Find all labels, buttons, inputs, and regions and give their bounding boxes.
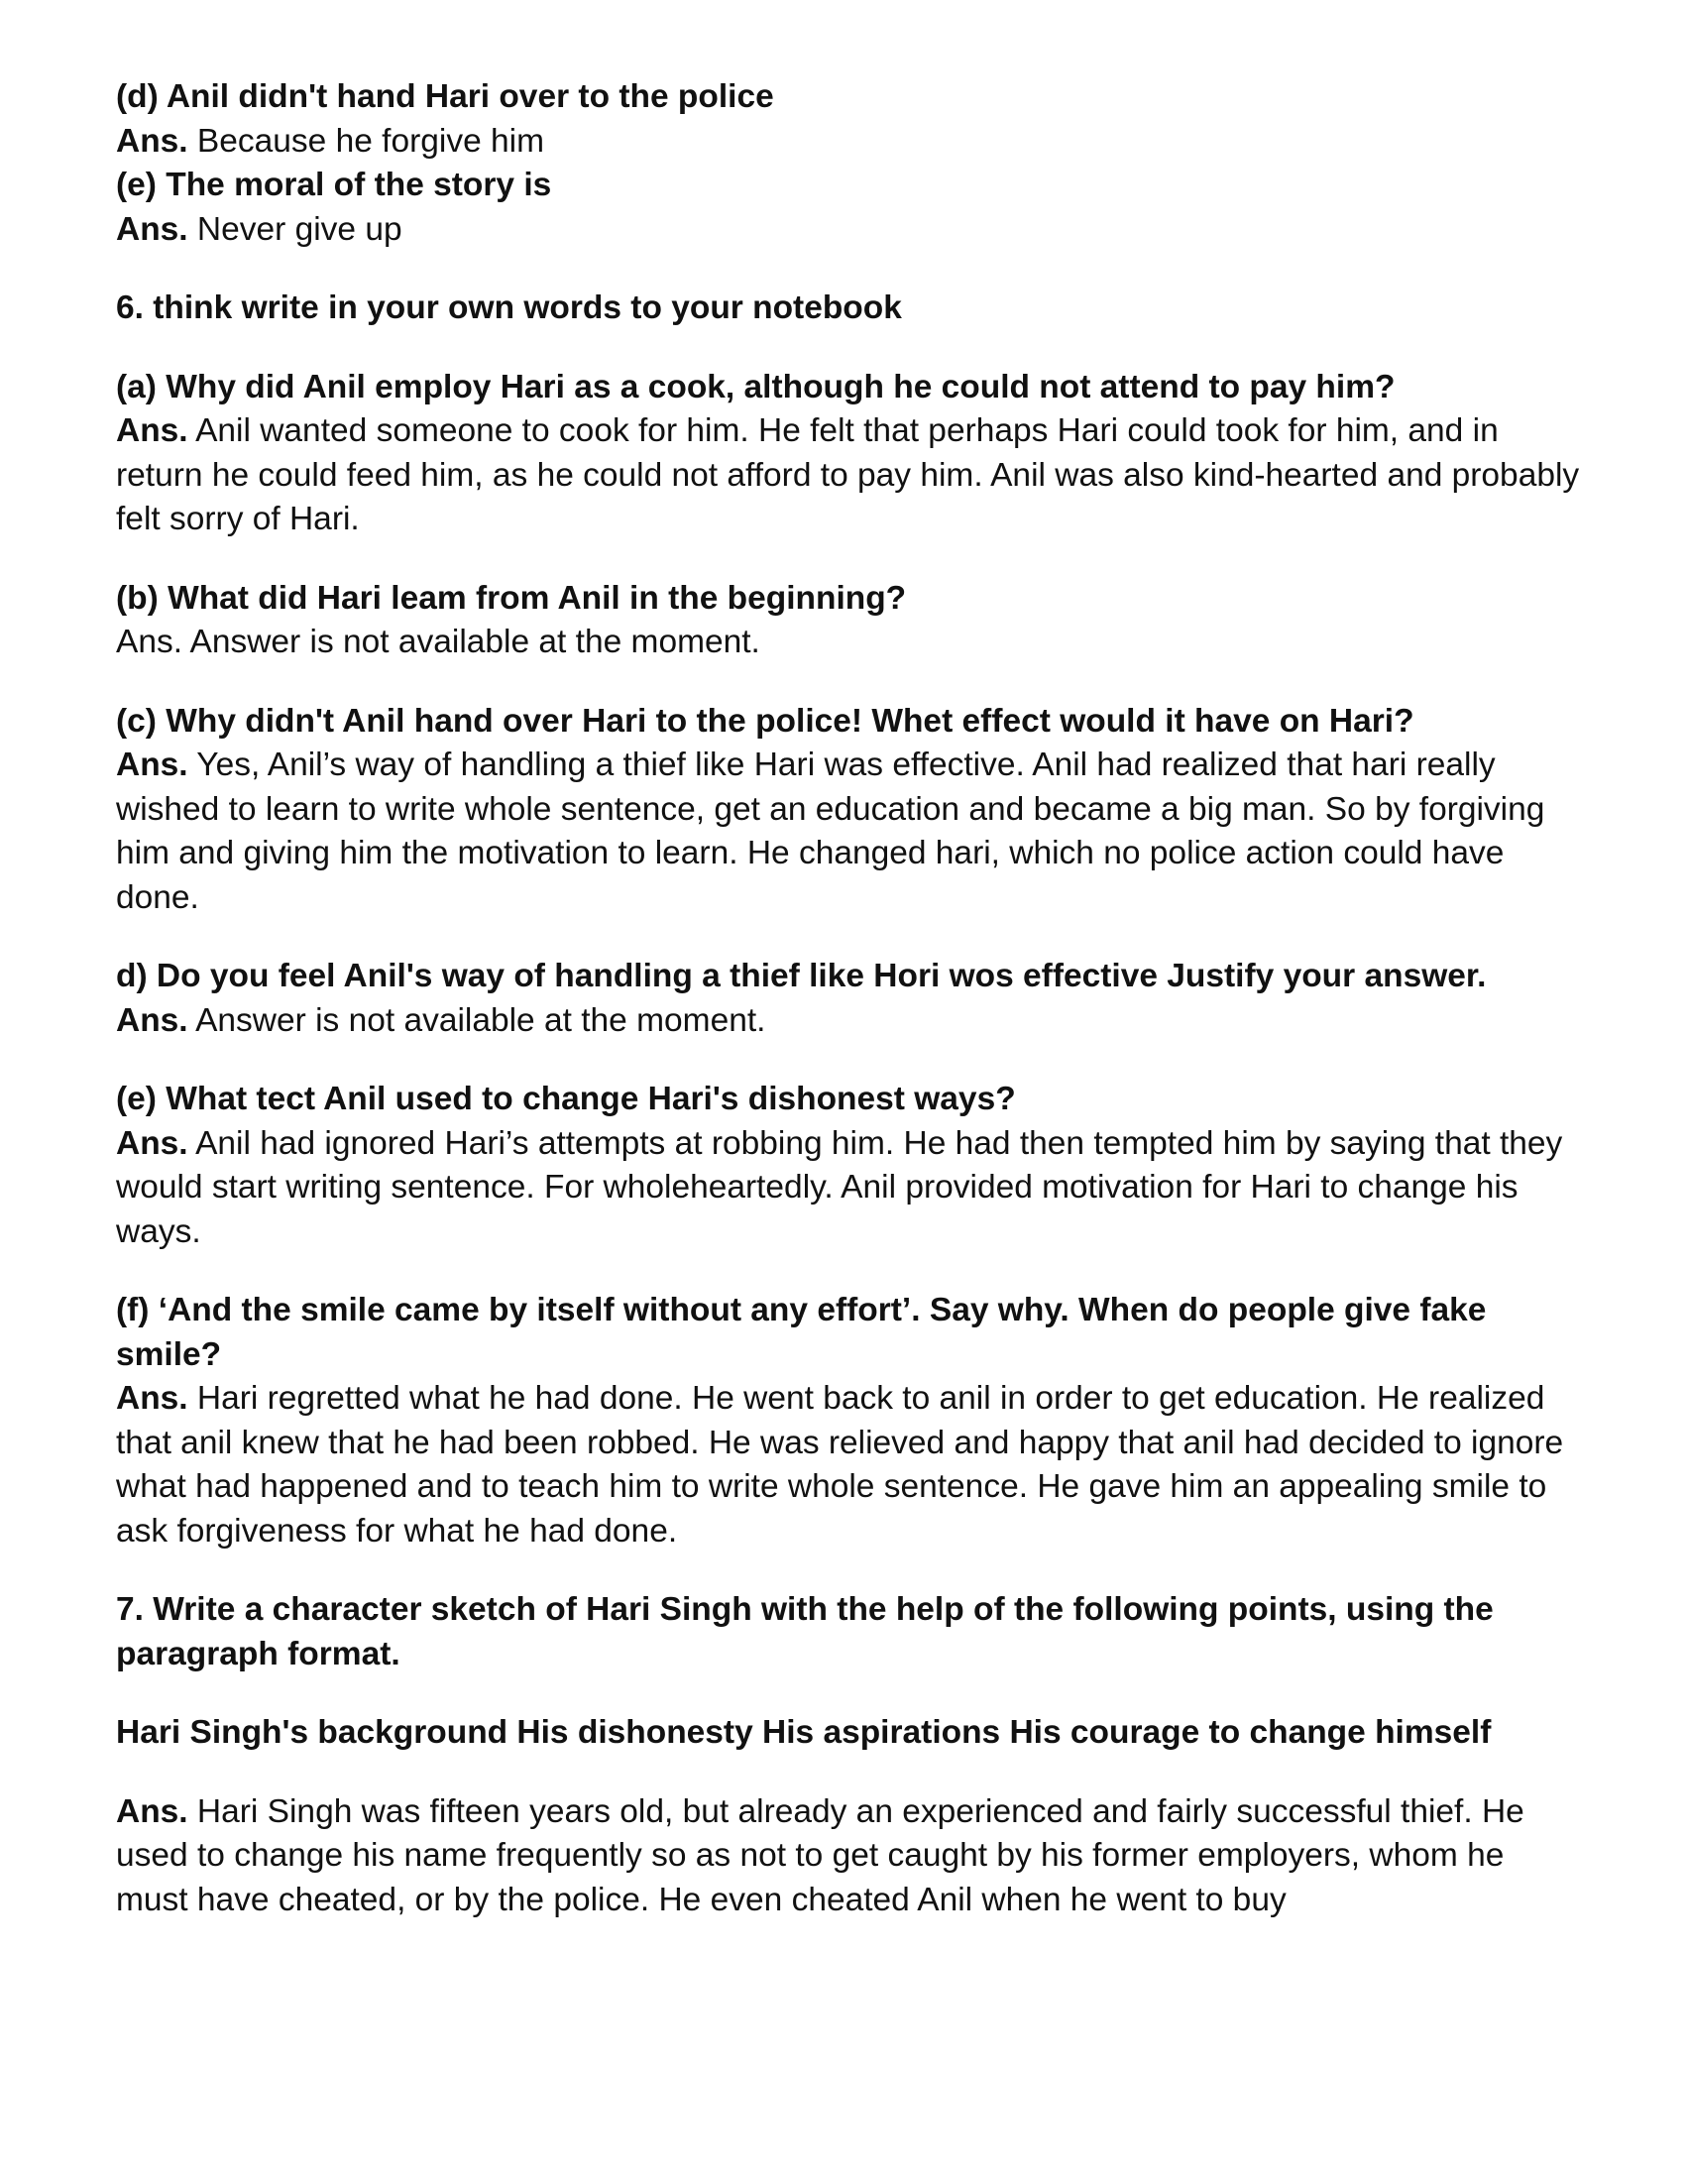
ans-label: Ans.	[116, 1124, 188, 1162]
question-text: (e) The moral of the story is	[116, 167, 552, 203]
answer-text	[116, 120, 1583, 165]
qa-block-d-police	[116, 75, 1583, 164]
points-text: Hari Singh's background His dishonesty His aspirations His courage to change himself	[116, 1714, 1492, 1751]
answer-body: Because he forgive him	[187, 122, 544, 160]
ans-label: Ans.	[116, 1380, 188, 1417]
answer-body: Yes, Anil’s way of handling a thief like Hari was effective. Anil had realized that hari really wished to learn to write whole sentence, get an education and became a big man. So by forgiving him and giving him the motivation to learn. He changed hari, which no police action could have done.	[116, 747, 1545, 916]
qa-block-7-answer	[116, 1790, 1583, 1923]
qa-block-e-moral	[116, 164, 1583, 252]
question-text: (e) What tect Anil used to change Hari's dishonest ways?	[116, 1081, 1016, 1117]
section-heading: 7. Write a character sketch of Hari Singh with the help of the following points, using the paragraph format.	[116, 1591, 1494, 1672]
answer-body: Hari Singh was fifteen years old, but already an experienced and fairly successful thief. He used to change his name frequently so as not to get caught by his former employers, whom he must have cheated, or by the police. He even cheated Anil when he went to buy	[116, 1792, 1524, 1918]
question-text: (b) What did Hari leam from Anil in the beginning?	[116, 579, 907, 617]
question-text: (a) Why did Anil employ Hari as a cook, although he could not attend to pay him?	[116, 368, 1396, 405]
answer-body: Anil had ignored Hari’s attempts at robbing him. He had then tempted him by saying that they would start writing sentence. For wholeheartedly. Anil provided motivation for Hari to change his ways.	[116, 1124, 1563, 1250]
answer-text	[116, 1377, 1583, 1553]
answer-body: Anil wanted someone to cook for him. He felt that perhaps Hari could took for him, and in return he could feed him, as he could not afford to pay him. Anil was also kind-hearted and probably felt sorry of Hari.	[116, 412, 1580, 537]
qa-block-f	[116, 1289, 1583, 1553]
section-6-heading	[116, 287, 1583, 331]
section-heading: 6. think write in your own words to your notebook	[116, 289, 902, 326]
ans-label: Ans.	[116, 210, 188, 248]
question-text: d) Do you feel Anil's way of handling a thief like Hori wos effective Justify your answer.	[116, 958, 1487, 994]
answer-text	[116, 744, 1583, 920]
question-text: (f) ‘And the smile came by itself without any effort’. Say why. When do people give fake smile?	[116, 1292, 1487, 1373]
qa-block-c	[116, 700, 1583, 921]
ans-label: Ans.	[116, 747, 188, 783]
answer-text	[116, 409, 1583, 542]
qa-block-a	[116, 366, 1583, 542]
answer-text	[116, 999, 1583, 1044]
qa-block-d-justify	[116, 955, 1583, 1043]
section-7-heading	[116, 1588, 1583, 1676]
qa-block-e-tact	[116, 1078, 1583, 1254]
answer-body: Never give up	[187, 210, 402, 248]
answer-text	[116, 208, 1583, 253]
ans-label: Ans.	[116, 122, 188, 160]
document-page	[116, 75, 1583, 1922]
ans-label: Ans.	[116, 1001, 188, 1039]
answer-body: Answer is not available at the moment.	[187, 1001, 766, 1039]
answer-text: Ans. Answer is not available at the moment.	[116, 624, 760, 660]
qa-block-b	[116, 577, 1583, 665]
ans-label: Ans.	[116, 412, 188, 449]
ans-label: Ans.	[116, 1792, 188, 1830]
answer-body: Hari regretted what he had done. He went back to anil in order to get education. He realized that anil knew that he had been robbed. He was relieved and happy that anil had decided to ignore what had happened and to teach him to write whole sentence. He gave him an appealing smile to ask forgiveness for what he had done.	[116, 1380, 1564, 1550]
question-text: (d) Anil didn't hand Hari over to the police	[116, 78, 774, 115]
question-text: (c) Why didn't Anil hand over Hari to the police! Whet effect would it have on Hari?	[116, 702, 1414, 740]
answer-text	[116, 1122, 1583, 1255]
character-sketch-points	[116, 1711, 1583, 1756]
answer-text	[116, 1790, 1583, 1923]
